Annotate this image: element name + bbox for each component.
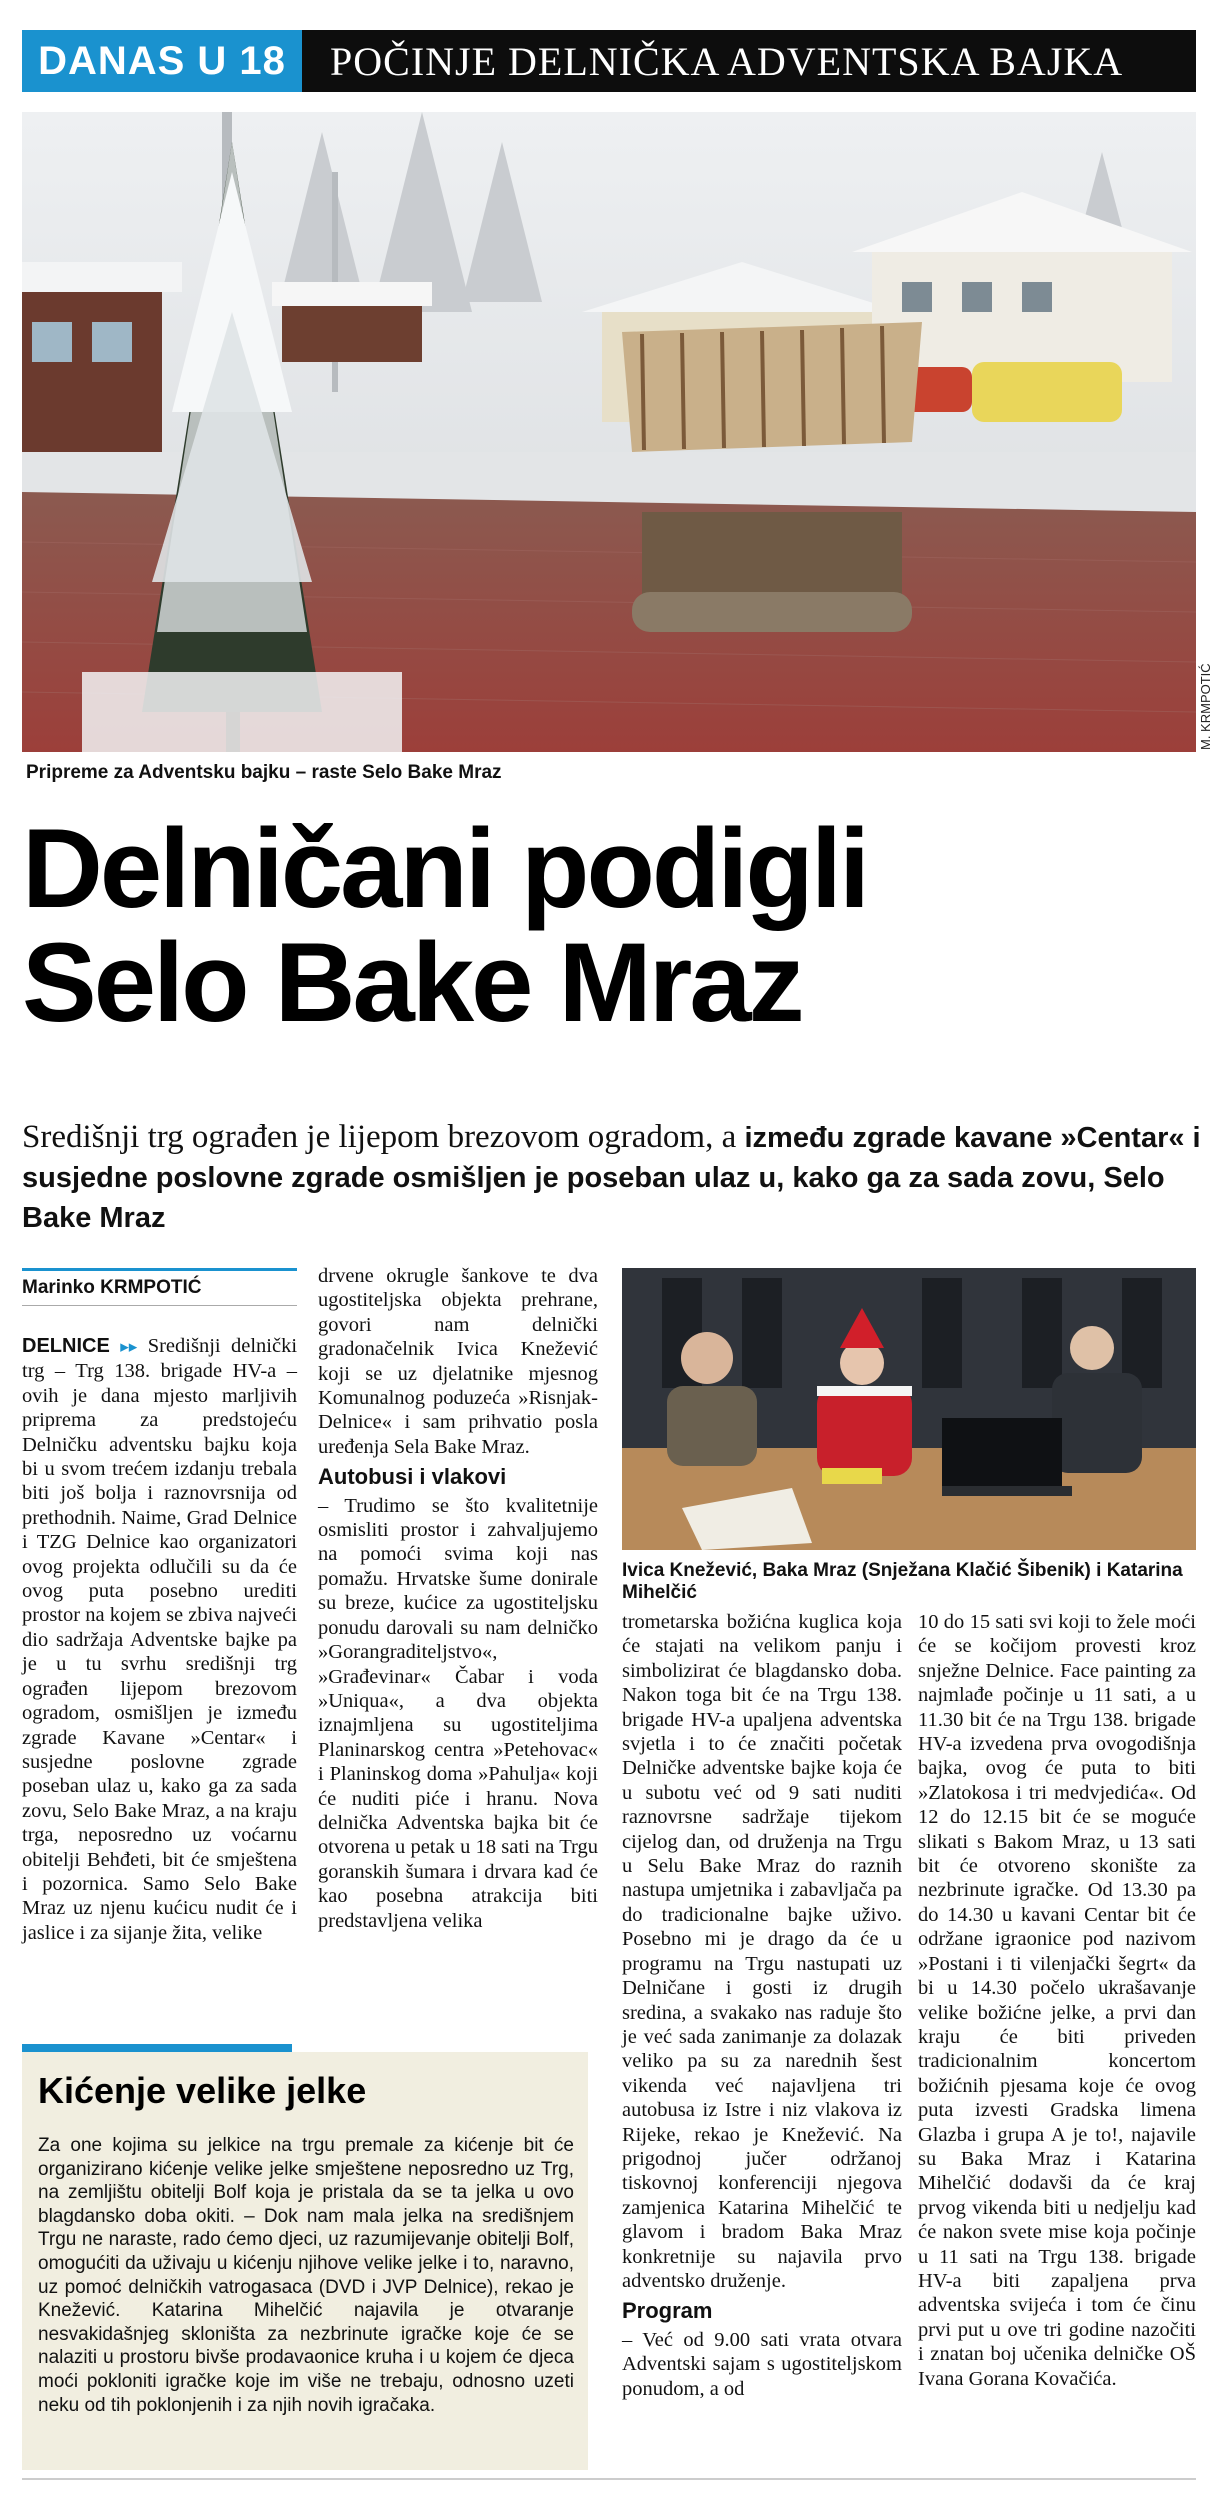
headline-line-2: Selo Bake Mraz: [22, 920, 802, 1045]
dateline-arrow-icon: ▸▸: [120, 1337, 138, 1357]
lead-bold: između zgrade kavane »Centar« i susjedne poslovne zgrade osmišljen je poseban ulaz u, kako ga za sada zovu, Selo Bake Mraz: [22, 1122, 1201, 1234]
header-title: POČINJE DELNIČKA ADVENTSKA BAJKA: [330, 39, 1124, 84]
headline-line-1: Delničani podigli: [22, 806, 868, 931]
bottom-divider: [22, 2478, 1196, 2480]
press-photo-caption: Ivica Knežević, Baka Mraz (Snježana Klačić Šibenik) i Katarina Mihelčić: [622, 1560, 1183, 1603]
article-column-4: [918, 1610, 1196, 2391]
header-ribbon: [22, 30, 1196, 92]
column-2-text-a: drvene okrugle šankove te dva ugostiteljska objekta prehrane, govori nam delnički gradonačelnik Ivica Knežević koji se uz djelatnike mjesnog Komunalnog poduzeća »Risnjak-Delnice« i sam prihvatio posla uređenja Sela Bake Mraz.: [318, 1265, 598, 1458]
column-1-paragraph: [22, 1334, 297, 1945]
article-column-1: [22, 1334, 297, 1945]
dateline: DELNICE: [22, 1335, 110, 1357]
box-title: Kićenje velike jelke: [38, 2070, 367, 2111]
column-1-text: Središnji delnički trg – Trg 138. brigade HV-a – ovih je dana mjesto marljivih priprema za predstojeću Delničku adventsku bajku koja bi u svom trećem izdanju trebala biti još bolja i raznovrsnija od prethodnih. Naime, Grad Delnice i TZG Delnice kao organizatori ovog projekta odlučili su da će ovog puta posebno urediti prostor na kojem se zbiva najveći dio sadržaja Adventske bajke pa je u tu svrhu središnji trg ograđen lijepom brezovom ogradom, osmišljen je između zgrade Kavane »Centar« i susjedne poslovne zgrade poseban ulaz u, kako ga za sada zovu, Selo Bake Mraz, a na kraju trga, neposredno uz voćarnu obitelji Behđeti, bit će smještena i pozornica. Samo Selo Bake Mraz uz njenu kućicu nudit će i jaslice i za sijanje žita, velike: [22, 1335, 298, 1944]
article-column-3: [622, 1610, 902, 2401]
column-3-text-a: trometarska božićna kuglica koja će stajati na velikom panju i simbolizirat će blagdansko doba. Nakon toga bit će na Trgu 138. brigade HV-a upaljena adventska svjetla i to će značiti početak Delničke adventske bajke koja će u subotu već od 9 sati nuditi raznovrsne sadržaje tijekom cijelog dan, od druženja na Trgu u Selu Bake Mraz do raznih nastupa umjetnika i zabavljača pa do tradicionalne bajke uživo. Posebno mi je drago da će u programu na Trgu nastupati uz Delničane i gosti iz drugih sredina, a svakako nas raduje što je već sada zanimanje za dolazak veliko pa su za narednih šest vikenda već najavljena tri autobusa iz Istre i niz vlakova iz Rijeke, rekao je Knežević. Na prigodnoj jučer održanoj tiskovnoj konferenciji njegova zamjenica Katarina Mihelčić te glavom i bradom Baka Mraz konkretnije su najavila prvo adventsko druženje.: [622, 1611, 902, 2292]
subhead-autobusi: Autobusi i vlakovi: [318, 1464, 507, 1490]
column-2-text-b: – Trudimo se što kvalitetnije osmisliti prostor i zahvaljujemo na pomoći svima koji nas pomažu. Hrvatske šume donirale su breze, kućice za ugostiteljsku ponudu darovali su nam delničko »Gorangraditeljstvo«, »Građevinar« Čabar i voda »Uniqua«, a dva objekta iznajmljena su ugostiteljima Planinarskog centra »Petehovac« i Planinskog doma »Pahulja« koji će nuditi piće i hranu. Nova delnička Adventska bajka bit će otvorena u petak u 18 sati na Trgu goranskih šumara i drvara kad će kao posebna atrakcija biti predstavljena velika: [318, 1494, 598, 1932]
box-text: Za one kojima su jelkice na trgu premale za kićenje bit će organizirano kićenje velike jelke smještene neposredno uz Trg, na zemljištu obitelji Bolf koja je pristala da se ta jelka u ovo blagdansko doba okiti. – Dok nam mala jelka na središnjem Trgu ne naraste, rado ćemo djeci, uz razumijevanje obitelji Bolf, omogućiti da uživaju u kićenju njihove velike jelke i to, naravno, uz pomoć delničkih vatrogasaca (DVD i JVP Delnice), rekao je Knežević. Katarina Mihelčić najavila je otvaranje nesvakidašnjeg skloništa za nezbrinute igračke koje će se nalaziti u prostoru bivše prodavaonice kruha i u kojem će djeca moći pokloniti igračke koje im više ne trebaju, odnosno uzeti neku od tih poklonjenih i za njih novih igračaka.: [38, 2135, 574, 2416]
lead-regular: Središnji trg ograđen je lijepom brezovom ogradom, a: [22, 1119, 745, 1155]
press-conference-photo: [622, 1268, 1196, 1550]
lead-paragraph: [22, 1118, 1202, 1238]
header-tag: DANAS U 18: [22, 30, 302, 92]
column-4-text: 10 do 15 sati svi koji to žele moći će se kočijom provesti kroz snježne Delnice. Face painting za najmlađe počinje u 11 sati, a u 11.30 bit će na Trgu 138. brigade HV-a izvedena prva ovogodišnja bajka, ovog će puta to biti »Zlatokosa i tri medvjedića«. Od 12 do 12.15 bit će se moguće slikati s Bakom Mraz, u 13 sati bit će otvoreno skonište za nezbrinute igračke. Od 13.30 pa do 14.30 u kavani Centar bit će održane igraonice pod nazivom »Postani i ti vilenjački šegrt« da bi u 14.30 počelo ukrašavanje velike božićne jelke, a prvi dan kraju će biti priveden tradicionalnim koncertom božićnih pjesama koje će ovog puta izvesti Gradska limena Glazba i grupa A je to!, najavile su Baka Mraz i Katarina Mihelčić dodavši da će kraj prvog vikenda biti u nedjelju kad će nakon svete mise koja počinje u 11 sati na Trgu 138. brigade HV-a biti zapaljena prva adventska svijeća i tom će činu prvi put u ove tri godine nazočiti i znatan boj učenika delničke OŠ Ivana Gorana Kovačića.: [918, 1611, 1196, 2390]
headline: [22, 806, 1202, 1045]
sidebar-box: [22, 2052, 588, 2470]
subhead-program: Program: [622, 2298, 713, 2324]
byline: Marinko KRMPOTIĆ: [22, 1268, 297, 1306]
main-photo-caption: Pripreme za Adventsku bajku – raste Selo Bake Mraz: [26, 762, 502, 783]
photo-credit: M. KRMPOTIĆ: [1198, 663, 1213, 750]
main-photo: [22, 112, 1196, 752]
column-3-text-b: – Već od 9.00 sati vrata otvara Adventski sajam s ugostiteljskom ponudom, a od: [622, 2328, 902, 2400]
box-accent-bar: [22, 2044, 292, 2052]
article-column-2: [318, 1264, 598, 1933]
